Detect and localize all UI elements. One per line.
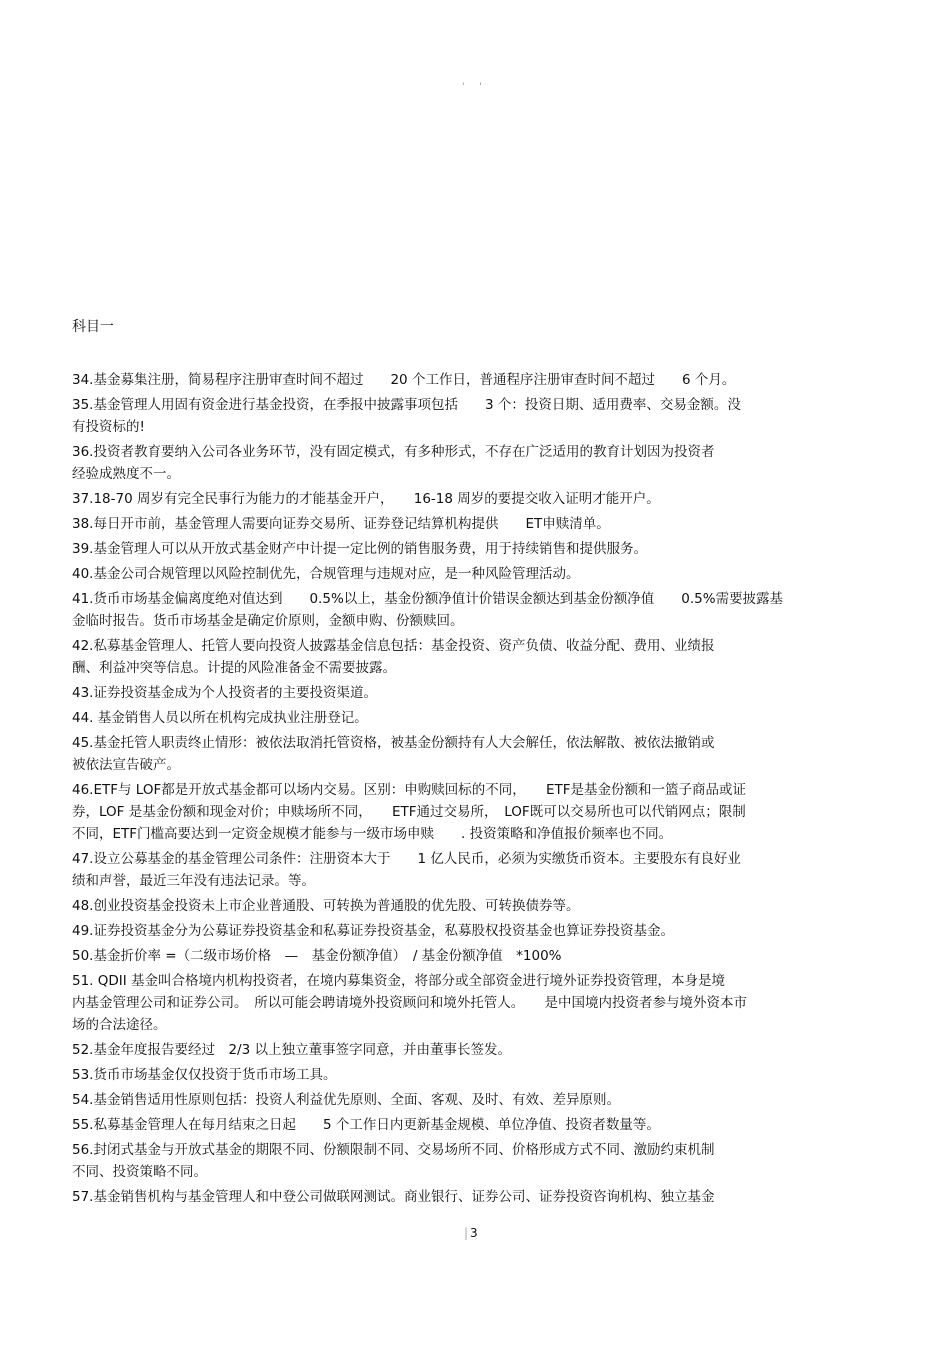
text-line: 38.每日开市前，基金管理人需要向证券交易所、证券登记结算机构提供 ET申赎清单。 — [72, 516, 610, 532]
text-line: 37.18-70 周岁有完全民事行为能力的才能基金开户， 16-18 周岁的要提交收入证明才能开户。 — [72, 491, 660, 507]
text-line: 43.证券投资基金成为个人投资者的主要投资渠道。 — [72, 685, 377, 701]
list-item — [72, 682, 872, 704]
text-line: 不同、投资策略不同。 — [72, 1164, 207, 1180]
text-line: 绩和声誉，最近三年没有违法记录。等。 — [72, 873, 315, 889]
list-item — [72, 920, 872, 942]
text-line: 47.设立公募基金的基金管理公司条件：注册资本大于 1 亿人民币，必须为实缴货币资本。主要股东有良好业 — [72, 851, 741, 867]
text-line: 44. 基金销售人员以所在机构完成执业注册登记。 — [72, 710, 368, 726]
list-item — [72, 779, 872, 845]
text-line: 50.基金折价率 =（二级市场价格 — 基金份额净值） / 基金份额净值 *100% — [72, 948, 562, 964]
list-item — [72, 707, 872, 729]
text-line: 酬、利益冲突等信息。计提的风险准备金不需要披露。 — [72, 660, 396, 676]
list-item — [72, 1114, 872, 1136]
footer-divider: | — [464, 1226, 469, 1240]
text-line: 被依法宣告破产。 — [72, 757, 180, 773]
subject-title: 科目一 — [72, 319, 114, 335]
text-line: 51. QDII 基金叫合格境内机构投资者，在境内募集资金，将部分或全部资金进行境外证券投资管理，本身是境 — [72, 973, 726, 989]
page-number: 3 — [470, 1226, 478, 1240]
text-line: 39.基金管理人可以从开放式基金财产中计提一定比例的销售服务费，用于持续销售和提供服务。 — [72, 541, 647, 557]
list-item — [72, 441, 872, 485]
text-line: 52.基金年度报告要经过 2/3 以上独立董事签字同意，并由董事长签发。 — [72, 1042, 511, 1058]
text-line: 券，LOF 是基金份额和现金对价；申赎场所不同， ETF通过交易所， LOF既可以交易所也可以代销网点；限制 — [72, 804, 746, 820]
text-line: 金临时报告。货币市场基金是确定价原则，金额申购、份额赎回。 — [72, 613, 464, 629]
list-item — [72, 895, 872, 917]
list-item — [72, 1139, 872, 1183]
text-line: 54.基金销售适用性原则包括：投资人利益优先原则、全面、客观、及时、有效、差异原则。 — [72, 1092, 620, 1108]
list-item — [72, 635, 872, 679]
list-item — [72, 848, 872, 892]
text-line: 35.基金管理人用固有资金进行基金投资，在季报中披露事项包括 3 个：投资日期、适用费率、交易金额。没 — [72, 397, 741, 413]
list-item — [72, 945, 872, 967]
list-item — [72, 1186, 872, 1208]
list-item — [72, 1064, 872, 1086]
text-line: 内基金管理公司和证券公司。 所以可能会聘请境外投资顾问和境外托管人。 是中国境内投资者参与境外资本市 — [72, 995, 747, 1011]
list-item — [72, 1039, 872, 1061]
text-line: 34.基金募集注册，简易程序注册审查时间不超过 20 个工作日，普通程序注册审查时间不超过 6 个月。 — [72, 372, 736, 388]
document-body — [72, 369, 872, 1211]
text-line: 45.基金托管人职责终止情形：被依法取消托管资格，被基金份额持有人大会解任，依法解散、被依法撤销或 — [72, 735, 715, 751]
text-line: 41.货币市场基金偏离度绝对值达到 0.5%以上，基金份额净值计价错误金额达到基金份额净值 0.5%需要披露基 — [72, 591, 784, 607]
text-line: 48.创业投资基金投资未上市企业普通股、可转换为普通股的优先股、可转换债券等。 — [72, 898, 580, 914]
list-item — [72, 538, 872, 560]
list-item — [72, 732, 872, 776]
list-item — [72, 588, 872, 632]
text-line: 53.货币市场基金仅仅投资于货币市场工具。 — [72, 1067, 337, 1083]
list-item — [72, 1089, 872, 1111]
text-line: 不同，ETF门槛高要达到一定资金规模才能参与一级市场申赎 . 投资策略和净值报价频率也不同。 — [72, 826, 673, 842]
text-line: 55.私募基金管理人在每月结束之日起 5 个工作日内更新基金规模、单位净值、投资者数量等。 — [72, 1117, 660, 1133]
list-item — [72, 369, 872, 391]
text-line: 有投资标的! — [72, 419, 145, 435]
text-line: 57.基金销售机构与基金管理人和中登公司做联网测试。商业银行、证券公司、证券投资咨询机构、独立基金 — [72, 1189, 715, 1205]
text-line: 36.投资者教育要纳入公司各业务环节，没有固定模式，有多种形式，不存在广泛适用的教育计划因为投资者 — [72, 444, 715, 460]
list-item — [72, 394, 872, 438]
header-marks: ' ' — [462, 82, 488, 92]
page-footer — [464, 1226, 478, 1240]
list-item — [72, 563, 872, 585]
text-line: 49.证券投资基金分为公募证券投资基金和私募证券投资基金，私募股权投资基金也算证券投资基金。 — [72, 923, 674, 939]
text-line: 42.私募基金管理人、托管人要向投资人披露基金信息包括：基金投资、资产负债、收益分配、费用、业绩报 — [72, 638, 715, 654]
list-item — [72, 970, 872, 1036]
text-line: 56.封闭式基金与开放式基金的期限不同、份额限制不同、交易场所不同、价格形成方式不同、激励约束机制 — [72, 1142, 715, 1158]
text-line: 46.ETF与 LOF都是开放式基金都可以场内交易。区别：申购赎回标的不同， ETF是基金份额和一篮子商品或证 — [72, 782, 747, 798]
text-line: 40.基金公司合规管理以风险控制优先，合规管理与违规对应，是一种风险管理活动。 — [72, 566, 580, 582]
list-item — [72, 488, 872, 510]
list-item — [72, 513, 872, 535]
text-line: 场的合法途径。 — [72, 1017, 167, 1033]
text-line: 经验成熟度不一。 — [72, 466, 180, 482]
